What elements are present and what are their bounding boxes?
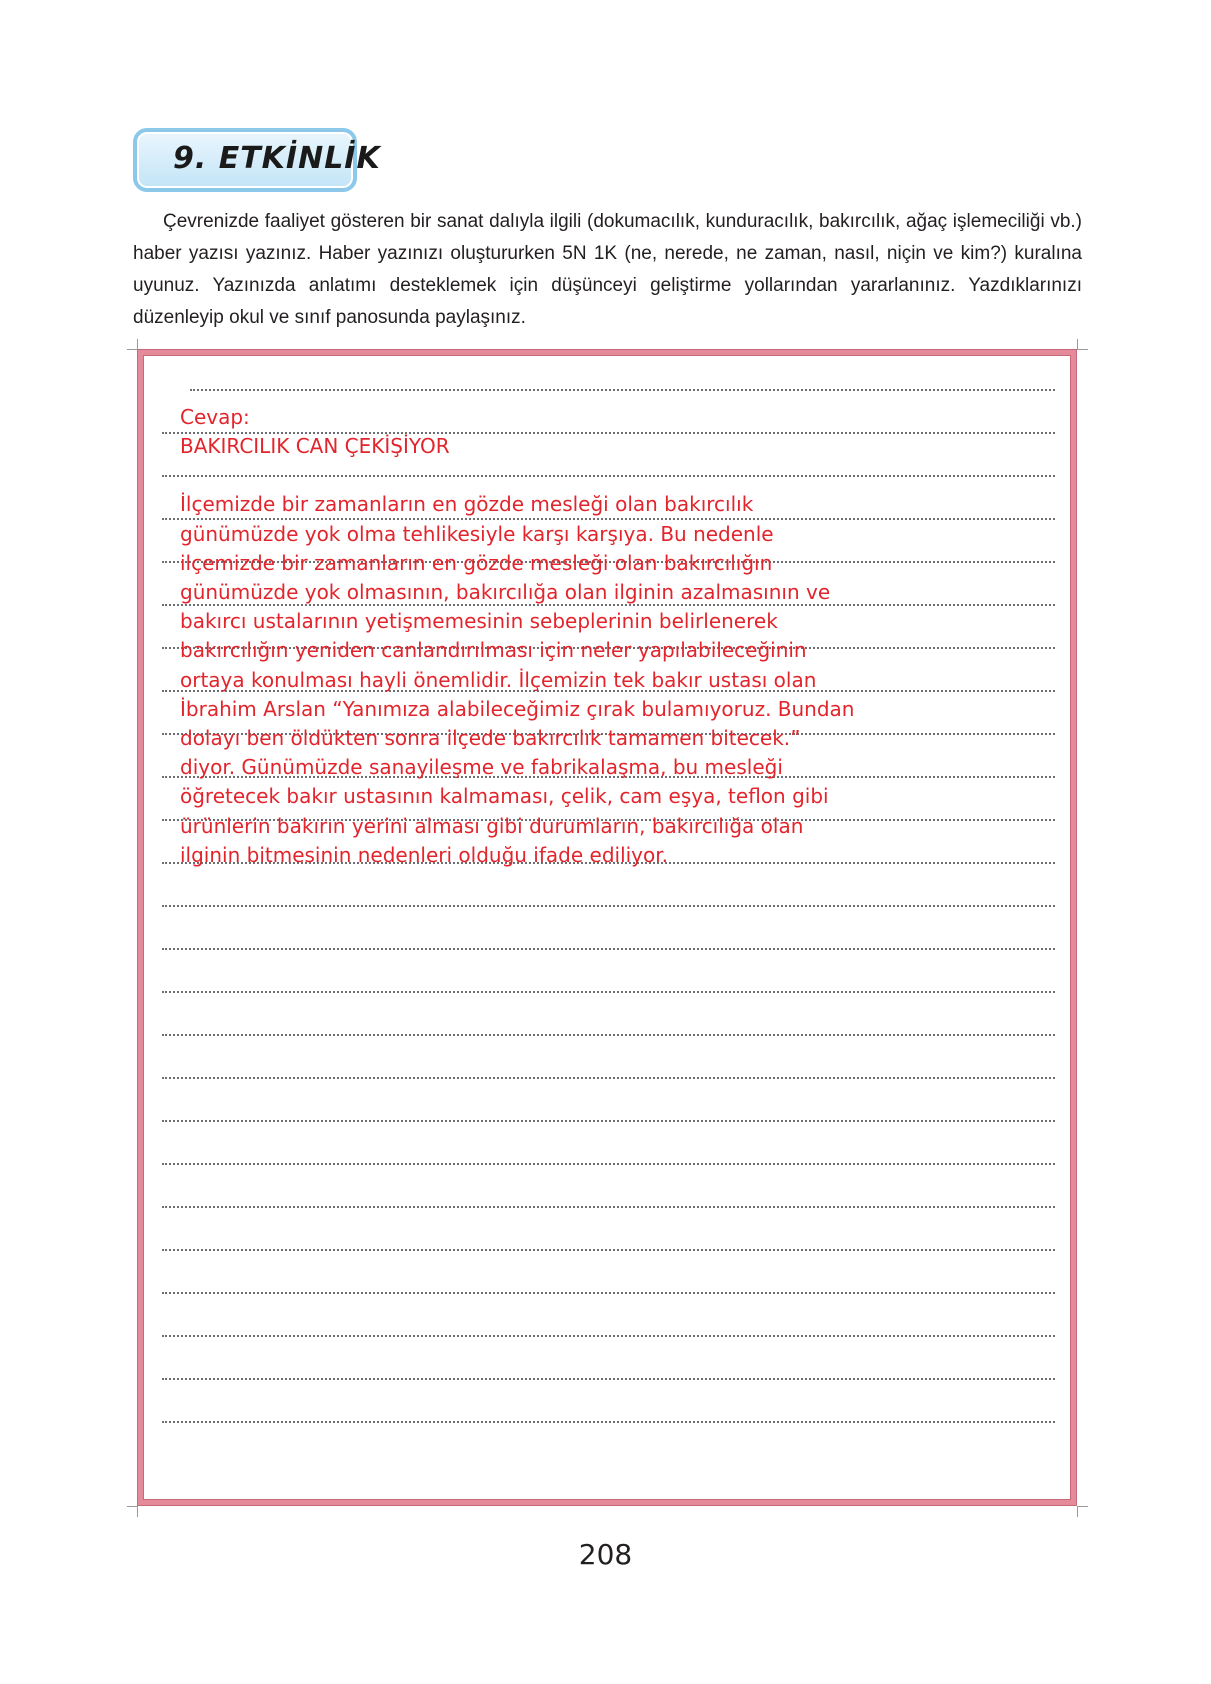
- answer-label: Cevap:: [180, 405, 250, 429]
- activity-badge: [133, 128, 381, 192]
- page-number: 208: [578, 1538, 633, 1571]
- dotted-writing-line: [190, 389, 1055, 391]
- dotted-writing-line: [162, 1077, 1055, 1079]
- dotted-writing-line: [162, 1292, 1055, 1294]
- dotted-writing-line: [162, 1163, 1055, 1165]
- crop-mark-top-right: [1077, 339, 1088, 350]
- answer-block: [180, 403, 860, 870]
- dotted-writing-line: [162, 1335, 1055, 1337]
- dotted-writing-line: [162, 905, 1055, 907]
- crop-mark-top-left: [127, 339, 138, 350]
- activity-title: 9. ETKİNLİK: [173, 141, 381, 176]
- crop-mark-bottom-left: [127, 1506, 138, 1517]
- dotted-writing-line: [162, 948, 1055, 950]
- dotted-writing-line: [162, 991, 1055, 993]
- answer-heading: BAKIRCILIK CAN ÇEKİŞİYOR: [180, 434, 450, 459]
- dotted-writing-line: [162, 1120, 1055, 1122]
- instructions-paragraph: Çevrenizde faaliyet gösteren bir sanat dalıyla ilgili (dokumacılık, kunduracılık, bakırcılık, ağaç işlemeciliği vb.) haber yazısı yazınız. Haber yazınızı oluştururken 5N 1K (ne, nerede, ne zaman, nasıl, niçin ve kim?) kuralına uyunuz. Yazınızda anlatımı desteklemek için düşünceyi geliştirme yollarından yararlanınız. Yazdıklarınızı düzenleyip okul ve sınıf panosunda paylaşınız.: [133, 211, 1082, 328]
- dotted-writing-line: [162, 1249, 1055, 1251]
- crop-mark-bottom-right: [1077, 1506, 1088, 1517]
- dotted-writing-line: [162, 1206, 1055, 1208]
- dotted-writing-line: [162, 1378, 1055, 1380]
- dotted-writing-line: [162, 1421, 1055, 1423]
- answer-body: İlçemizde bir zamanların en gözde mesleği olan bakırcılık günümüzde yok olma tehlikesiyle karşı karşıya. Bu nedenle ilçemizde bir zamanların en gözde mesleği olan bakırcılığın günümüzde yok olmasının, bakırcılığa olan ilginin azalmasının ve bakırcı ustalarının yetişmemesinin sebeplerinin belirlenerek bakırcılığın yeniden canlandırılması için neler yapılabileceğinin ortaya konulması hayli önemlidir. İlçemizin tek bakır ustası olan İbrahim Arslan “Yanımıza alabileceğimiz çırak bulamıyoruz. Bundan dolayı ben öldükten sonra ilçede bakırcılık tamamen bitecek.” diyor. Günümüzde sanayileşme ve fabrikalaşma, bu mesleği öğretecek bakır ustasının kalmaması, çelik, cam eşya, teflon gibi ürünlerin bakırın yerini alması gibi durumların, bakırcılığa olan ilginin bitmesinin nedenleri olduğu ifade ediliyor.: [180, 492, 855, 867]
- dotted-writing-line: [162, 1034, 1055, 1036]
